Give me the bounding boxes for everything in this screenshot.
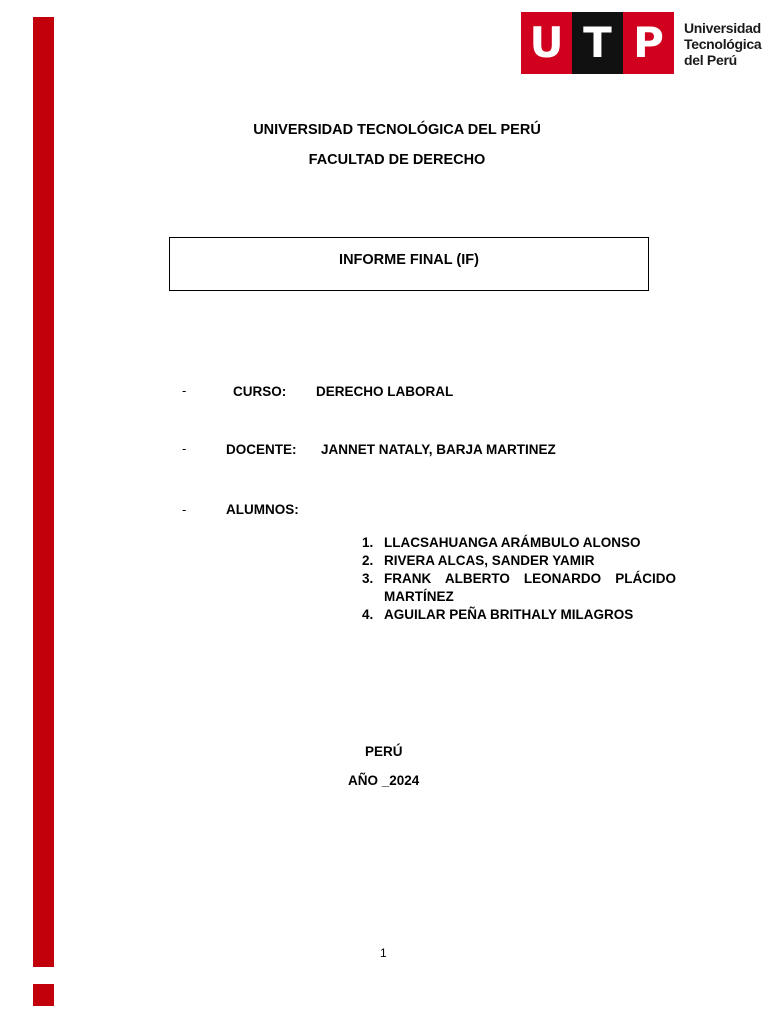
list-item (362, 570, 676, 606)
teacher-label: DOCENTE: (226, 442, 297, 457)
page-number: 1 (380, 946, 387, 960)
teacher-value: JANNET NATALY, BARJA MARTINEZ (321, 442, 556, 457)
student-number: 4. (362, 607, 374, 622)
bullet-course: - (182, 383, 187, 398)
bullet-students: - (182, 502, 187, 517)
logo-letter-p: P (623, 12, 674, 74)
student-number: 2. (362, 553, 374, 568)
student-number: 1. (362, 535, 374, 550)
logo-letter-u: U (521, 12, 572, 74)
list-item (362, 606, 676, 624)
student-name: FRANK ALBERTO LEONARDO PLÁCIDO MARTÍNEZ (384, 571, 676, 604)
utp-logo (521, 12, 674, 75)
faculty-name: FACULTAD DE DERECHO (308, 152, 486, 168)
student-name: LLACSAHUANGA ARÁMBULO ALONSO (384, 535, 641, 550)
logo-wordmark (684, 20, 761, 68)
student-number: 3. (362, 571, 374, 586)
country: PERÚ (365, 744, 403, 759)
bottom-red-square (33, 984, 54, 1006)
list-item (362, 552, 676, 570)
report-title-box (169, 237, 649, 291)
logo-line-3: del Perú (684, 52, 737, 68)
bullet-teacher: - (182, 441, 187, 456)
course-label: CURSO: (233, 384, 287, 399)
list-item (362, 534, 676, 552)
students-label: ALUMNOS: (226, 502, 299, 517)
course-value: DERECHO LABORAL (316, 384, 454, 399)
logo-line-2: Tecnológica (684, 36, 762, 52)
year: AÑO _2024 (348, 773, 420, 788)
student-name: RIVERA ALCAS, SANDER YAMIR (384, 553, 595, 568)
university-name: UNIVERSIDAD TECNOLÓGICA DEL PERÚ (253, 122, 541, 138)
report-title: INFORME FINAL (IF) (339, 252, 479, 268)
logo-letter-t: T (572, 12, 623, 74)
student-name: AGUILAR PEÑA BRITHALY MILAGROS (384, 607, 634, 622)
logo-line-1: Universidad (684, 20, 761, 36)
students-list (362, 534, 676, 624)
